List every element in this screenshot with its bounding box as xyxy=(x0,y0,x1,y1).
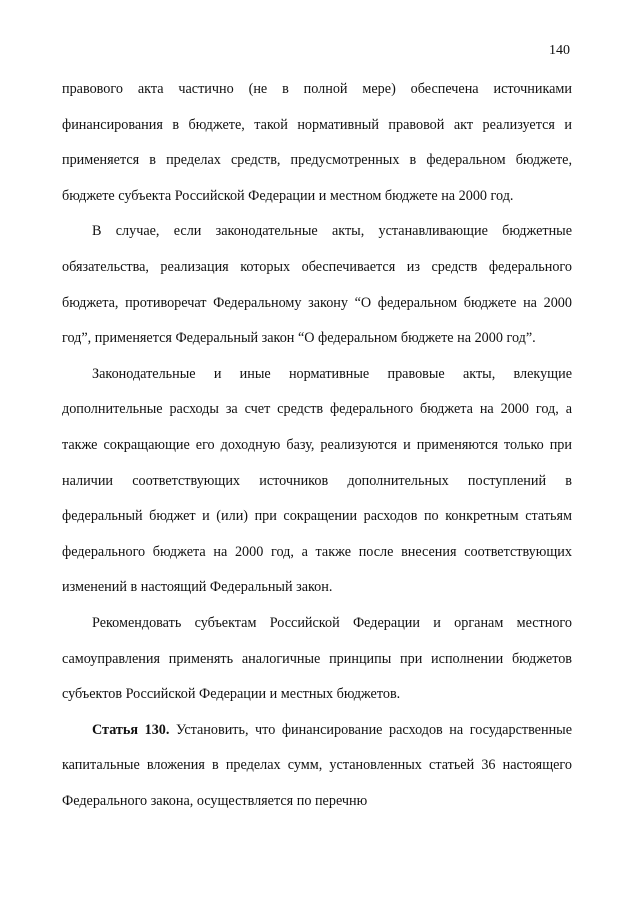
article-130-paragraph xyxy=(62,713,572,820)
article-label: Статья 130. xyxy=(92,721,170,738)
paragraph-additional-expenses: Законодательные и иные нормативные правовые акты, влекущие дополнительные расходы за счет средств федерального бюджета на 2000 год, а также сокращающие его доходную базу, реализуются и применяются только при наличии соответствующих источников дополнительных поступлений в федеральный бюджет и (или) при сокращении расходов по конкретным статьям федерального бюджета на 2000 год, а также после внесения соответствующих изменений в настоящий Федеральный закон. xyxy=(62,365,572,596)
document-body xyxy=(62,72,572,819)
paragraph-continuation: правового акта частично (не в полной мере) обеспечена источниками финансирования в бюджете, такой нормативный правовой акт реализуется и применяется в пределах средств, предусмотренных в федеральном бюджете, бюджете субъекта Российской Федерации и местном бюджете на 2000 год. xyxy=(62,81,572,204)
paragraph-legislative-conflict: В случае, если законодательные акты, устанавливающие бюджетные обязательства, реализация которых обеспечивается из средств федерального бюджета, противоречат Федеральному закону “О федеральном бюджете на 2000 год”, применяется Федеральный закон “О федеральном бюджете на 2000 год”. xyxy=(62,223,572,347)
paragraph-recommendation: Рекомендовать субъектам Российской Федерации и органам местного самоуправления применять аналогичные принципы при исполнении бюджетов субъектов Российской Федерации и местных бюджетов. xyxy=(62,614,572,703)
page-number: 140 xyxy=(549,43,570,58)
article-text: Установить, что финансирование расходов на государственные капитальные вложения в пределах сумм, установленных статьей 36 настоящего Федерального закона, осуществляется по перечню xyxy=(62,721,572,809)
